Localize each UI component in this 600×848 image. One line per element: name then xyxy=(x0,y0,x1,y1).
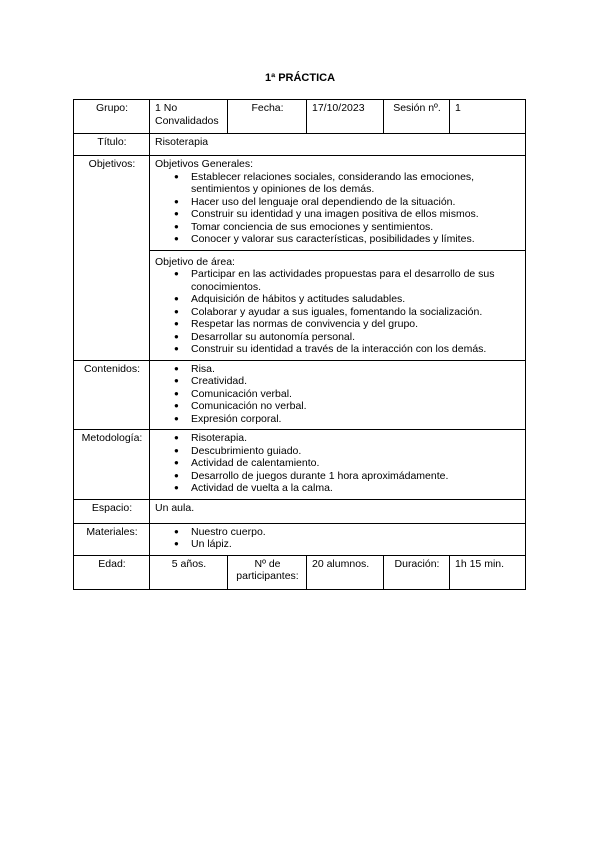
list-item: ● Risoterapia. xyxy=(191,432,521,445)
metodologia-cell xyxy=(150,430,526,500)
list-item: ● Hacer uso del lenguaje oral dependiendo de la situación. xyxy=(191,196,521,209)
sesion-label: Sesión nº. xyxy=(384,100,450,134)
list-item: ● Actividad de vuelta a la calma. xyxy=(191,482,521,495)
materiales-cell xyxy=(150,523,526,555)
list-item: ● Comunicación no verbal. xyxy=(191,400,521,413)
session-table xyxy=(73,99,526,590)
row-titulo xyxy=(74,134,526,156)
titulo-value: Risoterapia xyxy=(150,134,526,156)
list-item: ● Nuestro cuerpo. xyxy=(191,526,521,539)
materiales-label: Materiales: xyxy=(74,523,150,555)
objetivos-area-cell xyxy=(150,250,526,360)
list-item: ● Comunicación verbal. xyxy=(191,388,521,401)
contenidos-list xyxy=(155,363,521,426)
list-item: ● Risa. xyxy=(191,363,521,376)
materiales-list xyxy=(155,526,521,551)
metodologia-list xyxy=(155,432,521,495)
participantes-value: 20 alumnos. xyxy=(307,555,384,589)
row-metodologia xyxy=(74,430,526,500)
edad-value: 5 años. xyxy=(150,555,228,589)
list-item: ● Conocer y valorar sus características, posibilidades y límites. xyxy=(191,233,521,246)
edad-label: Edad: xyxy=(74,555,150,589)
row-materiales xyxy=(74,523,526,555)
titulo-label: Título: xyxy=(74,134,150,156)
sesion-value: 1 xyxy=(450,100,526,134)
fecha-label: Fecha: xyxy=(228,100,307,134)
list-item: ● Construir su identidad y una imagen positiva de ellos mismos. xyxy=(191,208,521,221)
contenidos-label: Contenidos: xyxy=(74,360,150,430)
duracion-label: Duración: xyxy=(384,555,450,589)
row-espacio xyxy=(74,499,526,523)
duracion-value: 1h 15 min. xyxy=(450,555,526,589)
grupo-label: Grupo: xyxy=(74,100,150,134)
participantes-label: Nº de participantes: xyxy=(228,555,307,589)
objetivos-label: Objetivos: xyxy=(74,156,150,361)
list-item: ● Un lápiz. xyxy=(191,538,521,551)
metodologia-label: Metodología: xyxy=(74,430,150,500)
list-item: ● Descubrimiento guiado. xyxy=(191,445,521,458)
espacio-label: Espacio: xyxy=(74,499,150,523)
row-objetivos-generales xyxy=(74,156,526,251)
list-item: ● Actividad de calentamiento. xyxy=(191,457,521,470)
row-grupo xyxy=(74,100,526,134)
contenidos-cell xyxy=(150,360,526,430)
row-contenidos xyxy=(74,360,526,430)
list-item: ● Expresión corporal. xyxy=(191,413,521,426)
list-item: ● Adquisición de hábitos y actitudes saludables. xyxy=(191,293,521,306)
objetivos-generales-heading: Objetivos Generales: xyxy=(155,158,254,170)
row-edad xyxy=(74,555,526,589)
fecha-value: 17/10/2023 xyxy=(307,100,384,134)
list-item: ● Tomar conciencia de sus emociones y sentimientos. xyxy=(191,221,521,234)
list-item: ● Colaborar y ayudar a sus iguales, fomentando la socialización. xyxy=(191,306,521,319)
grupo-value: 1 No Convalidados xyxy=(150,100,228,134)
list-item: ● Establecer relaciones sociales, considerando las emociones, sentimientos y opiniones de los demás. xyxy=(191,171,521,196)
list-item: ● Participar en las actividades propuestas para el desarrollo de sus conocimientos. xyxy=(191,268,521,293)
list-item: ● Construir su identidad a través de la interacción con los demás. xyxy=(191,343,521,356)
list-item: ● Creatividad. xyxy=(191,375,521,388)
espacio-value: Un aula. xyxy=(150,499,526,523)
objetivos-generales-list xyxy=(155,171,521,246)
objetivos-area-heading: Objetivo de área: xyxy=(155,255,235,268)
page-title: 1ª PRÁCTICA xyxy=(264,72,336,84)
list-item: ● Desarrollar su autonomía personal. xyxy=(191,331,521,344)
objetivos-area-list xyxy=(155,268,521,356)
objetivos-generales-cell xyxy=(150,156,526,251)
list-item: ● Desarrollo de juegos durante 1 hora aproximádamente. xyxy=(191,470,521,483)
list-item: ● Respetar las normas de convivencia y del grupo. xyxy=(191,318,521,331)
